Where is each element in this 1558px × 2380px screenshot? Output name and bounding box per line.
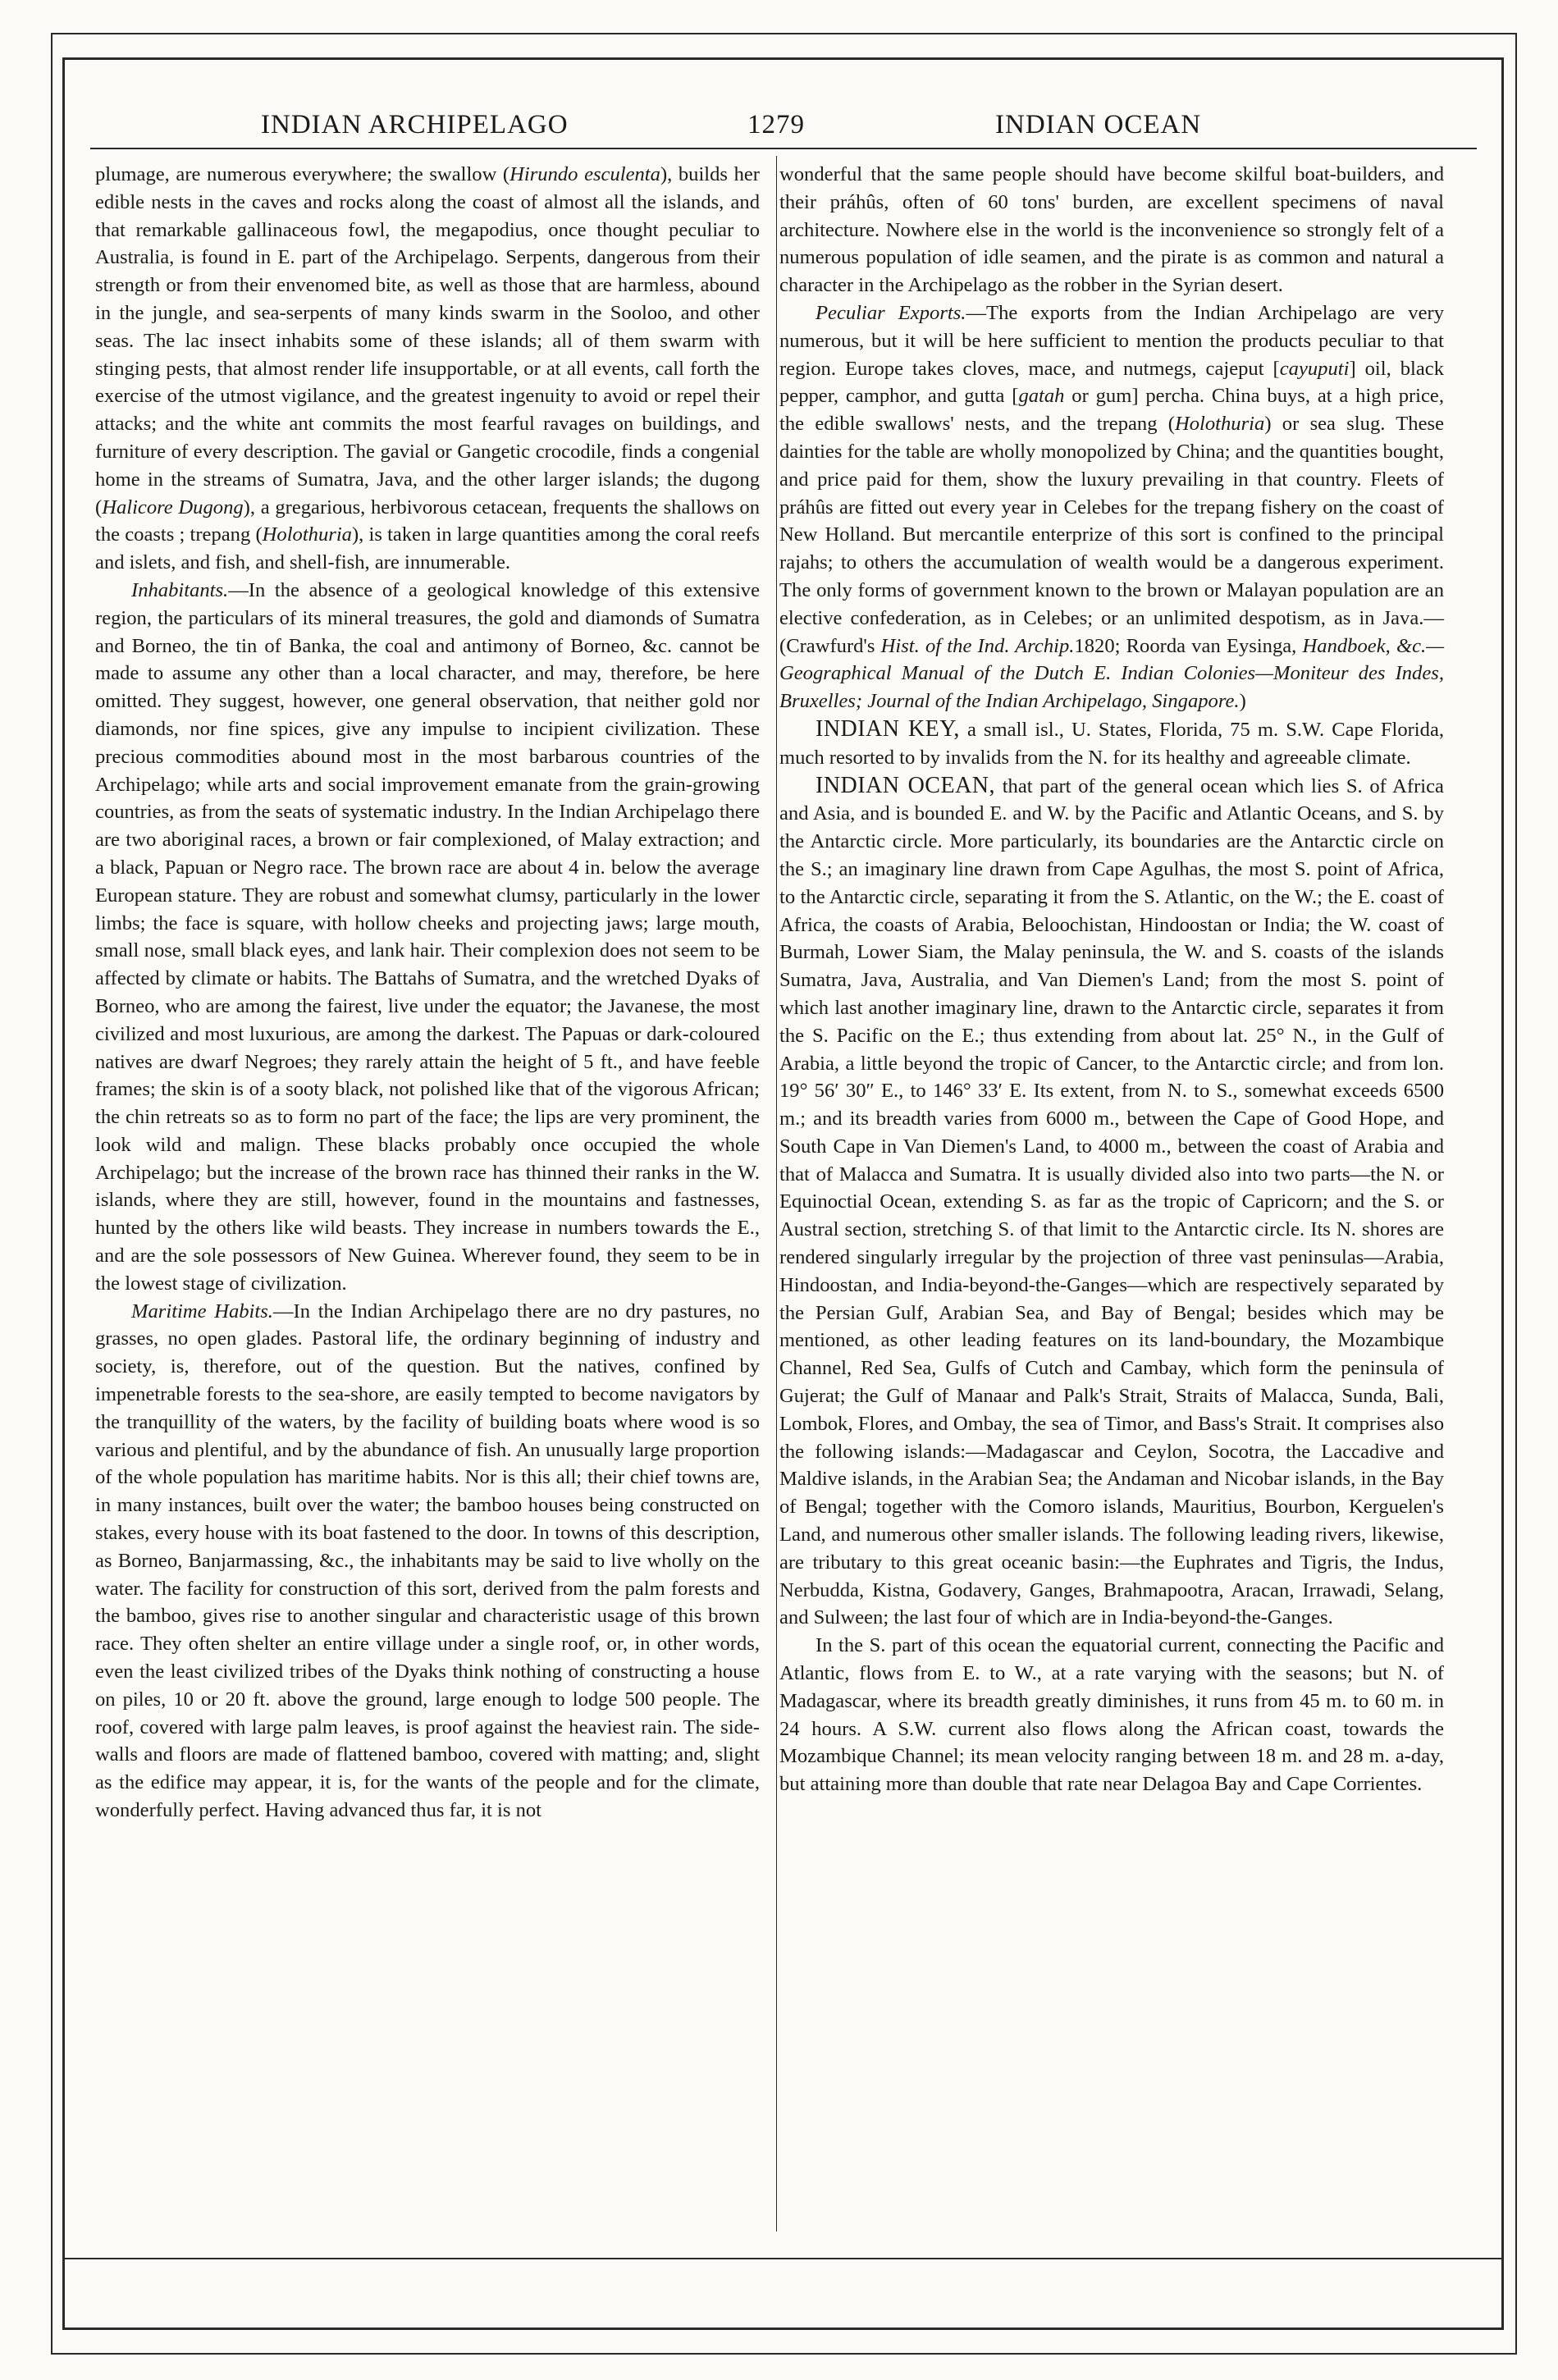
text-run: ), a gregarious, herbivorous cetacean, frequents the shallows on the coasts ; trepang ( [95, 496, 761, 546]
section-heading: Inhabitants. [131, 578, 229, 601]
right-paragraph-exports [779, 299, 1444, 715]
italic-term: Hirundo esculenta [509, 163, 660, 185]
text-run: ] oil, black pepper, camphor, and gutta [ [779, 357, 1445, 408]
italic-citation: Hist. of the Ind. Archip. [880, 634, 1075, 657]
entry-heading: INDIAN OCEAN, [816, 772, 996, 798]
left-paragraph-inhabitants [95, 577, 760, 1298]
text-run: a small isl., U. States, Florida, 75 m. S.W. Cape Florida, much resorted to by invalids from the N. for its healthy and agreeable climate. [779, 718, 1445, 769]
entry-indian-key [779, 715, 1444, 772]
right-paragraph-currents: In the S. part of this ocean the equatorial current, connecting the Pacific and Atlantic, flows from E. to W., at a rate varying with the seasons; but N. of Madagascar, where its breadth greatly diminishes, it runs from 45 m. to 60 m. in 24 hours. A S.W. current also flows along the African coast, towards the Mozambique Channel; its mean velocity ranging between 18 m. and 28 m. a-day, but attaining more than double that rate near Delagoa Bay and Cape Corrientes. [779, 1634, 1444, 1796]
text-run: that part of the general ocean which lies S. of Africa and Asia, and is bounded E. and W. by the Pacific and Atlantic Oceans, and S. by the Antarctic circle. More particularly, its boundaries are the Antarctic circle on the S.; an imaginary line drawn from Cape Agulhas, the most S. point of Africa, to the Antarctic circle, separating it from the S. Atlantic, on the W.; the E. coast of Africa, the coasts of Arabia, Beloochistan, Hindoostan or India; the W. coast of Burmah, Lower Siam, the Malay peninsula, the W. and S. coasts of the islands Sumatra, Java, Australia, and Van Diemen's Land; from the most S. point of which last another imaginary line, drawn to the Antarctic circle, separates it from the S. Pacific on the E.; thus extending from about lat. 25° N., in the Gulf of Arabia, a little beyond the tropic of Cancer, to the Antarctic circle; and from lon. 19° 56′ 30″ E., to 146° 33′ E. Its extent, from N. to S., somewhat exceeds 6500 m.; and its breadth varies from 6000 m., between the Cape of Good Hope, and South Cape in Van Diemen's Land, to 4000 m., between the coast of Arabia and that of Malacca and Sumatra. It is usually divided also into two parts—the N. or Equinoctial Ocean, extending S. as far as the tropic of Capricorn; and the S. or Austral section, stretching S. of that limit to the Antarctic circle. Its N. shores are rendered singularly irregular by the projection of three vast peninsulas—Arabia, Hindoostan, and India-beyond-the-Ganges—which are respectively separated by the Persian Gulf, Arabian Sea, and Bay of Bengal; besides which may be mentioned, as other leading features on its land-boundary, the Mozambique Channel, Red Sea, Gulfs of Cutch and Cambay, which form the peninsula of Gujerat; the Gulf of Manaar and Palk's Strait, Straits of Malacca, Sunda, Bali, Lombok, Flores, and Ombay, the sea of Timor, and Bass's Strait. It comprises also the following islands:—Madagascar and Ceylon, Socotra, the Laccadive and Maldive islands, in the Arabian Sea; the Andaman and Nicobar islands, in the Bay of Bengal; together with the Comoro islands, Mauritius, Bourbon, Kerguelen's Land, and numerous other smaller islands. The following leading rivers, likewise, are tributary to this great oceanic basin:—the Euphrates and Tigris, the Indus, Nerbudda, Kistna, Godavery, Ganges, Brahmapootra, Aracan, Irrawadi, Selang, and Sulween; the last four of which are in India-beyond-the-Ganges. [779, 774, 1444, 1629]
italic-term: Holothuria [262, 523, 352, 546]
running-header [64, 105, 1502, 146]
text-run: ) or sea slug. These dainties for the table are wholly monopolized by China; and the quantities bought, and price paid for them, show the luxury prevailing in that country. Fleets of práhûs are fitted out every year in Celebes for the trepang fishery on the coast of New Holland. But mercantile enterprize of this sort is confined to the principal rajahs; to others the accumulation of wealth would be a dangerous experiment. The only forms of government known to the brown or Malayan population are an elective confederation, as in Celebes; or an unlimited despotism, as in Java.—(Crawfurd's [779, 413, 1444, 657]
italic-term: Halicore Dugong [102, 496, 244, 518]
text-run: —In the Indian Archipelago there are no dry pastures, no grasses, no open glades. Pastoral life, the ordinary beginning of industry and society, is, therefore, out of the question. But the natives, confined by impenetrable forests to the sea-shore, are easily tempted to become navigators by the tranquillity of the waters, by the facility of building boats where wood is so various and plentiful, and by the abundance of fish. An unusually large proportion of the whole population has maritime habits. Nor is this all; their chief towns are, in many instances, built over the water; the bamboo houses being constructed on stakes, every house with its boat fastened to the door. In towns of this description, as Borneo, Banjarmassing, &c., the inhabitants may be said to live wholly on the water. The facility for construction of this sort, derived from the palm forests and the bamboo, gives rise to another singular and characteristic usage of this brown race. They often shelter an entire village under a single roof, or, in other words, even the least civilized tribes of the Dyaks think nothing of constructing a house on piles, 10 or 20 ft. above the ground, large enough to lodge 500 people. The roof, covered with large palm leaves, is proof against the heaviest rain. The side-walls and floors are made of flattened bamboo, covered with matting; and, slight as the edifice may appear, it is, for the wants of the people and for the climate, wonderfully perfect. Having advanced thus far, it is not [95, 1300, 761, 1822]
text-run: ) [1239, 690, 1246, 713]
header-left-title: INDIAN ARCHIPELAGO [261, 110, 569, 139]
italic-term: Holothuria [1174, 413, 1265, 436]
section-heading: Maritime Habits. [131, 1300, 273, 1322]
text-run: —In the absence of a geological knowledge of this extensive region, the particulars of its mineral treasures, the gold and diamonds of Sumatra and Borneo, the tin of Banka, the coal and antimony of Borneo, &c. cannot be made to assume any other than a local character, and may, therefore, be here omitted. They suggest, however, one general observation, that neither gold nor diamonds, nor fine spices, give any impulse to incipient civilization. These precious commodities abound most in the most barbarous countries of the Archipelago; while arts and social improvement emanate from the grain-growing countries, as from the seats of systematic industry. In the Indian Archipelago there are two aboriginal races, a brown or fair complexioned, of Malay extraction; and a black, Papuan or Negro race. The brown race are about 4 in. below the average European stature. They are robust and somewhat clumsy, particularly in the lower limbs; the face is square, with hollow cheeks and projecting jaws; large mouth, small nose, small black eyes, and lank hair. Their complexion does not seem to be affected by climate or habits. The Battahs of Sumatra, and the wretched Dyaks of Borneo, who are among the fairest, live under the equator; the Javanese, the most civilized and most luxurious, are among the darkest. The Papuas or dark-coloured natives are dwarf Negroes; they rarely attain the height of 5 ft., and have feeble frames; the skin is of a sooty black, not polished like that of the vigorous African; the chin retreats so as to form no part of the face; the lips are very prominent, the look wild and malign. These blacks probably once occupied the whole Archipelago; but the increase of the brown race has thinned their ranks in the W. islands, where they are still, however, found in the mountains and fastnesses, hunted by the others like wild beasts. They increase in numbers towards the E., and are the sole possessors of New Guinea. Wherever found, they seem to be in the lowest stage of civilization. [95, 578, 760, 1295]
italic-citation: Handboek, &c.—Geographical Manual of the Dutch E. Indian Colonies—Moniteur des Indes, Bruxelles; Journal of the Indian Archipelago, Singapore. [779, 634, 1445, 713]
section-heading: Peculiar Exports. [816, 301, 966, 324]
right-paragraph-continuation: wonderful that the same people should have become skilful boat-builders, and their práhûs, often of 60 tons' burden, are excellent specimens of naval architecture. Nowhere else in the world is the inconvenience so strongly felt of a numerous population of idle seamen, and the pirate is as common and natural a character in the Archipelago as the robber in the Syrian desert. [779, 163, 1444, 297]
text-run: or gum] percha. China buys, at a high price, the edible swallows' nests, and the trepang ( [779, 385, 1444, 436]
text-run: ), builds her edible nests in the caves and rocks along the coast of almost all the islands, and that remarkable gallinaceous fowl, the megapodius, once thought peculiar to Australia, is found in E. part of the Archipelago. Serpents, dangerous from their strength or from their envenomed bite, as well as those that are harmless, abound in the jungle, and sea-serpents of many kinds swarm in the Sooloo, and other seas. The lac insect inhabits some of these islands; all of them swarm with stinging pests, that almost render life insupportable, or at all events, call forth the exercise of the utmost vigilance, and the greatest ingenuity to avoid or repel their attacks; and the white ant commits the most fearful ravages on buildings, and furniture of every description. The gavial or Gangetic crocodile, finds a congenial home in the streams of Sumatra, Java, and the other larger islands; the dugong ( [95, 163, 760, 518]
page-number: 1279 [747, 110, 805, 139]
right-column [779, 161, 1444, 1798]
entry-indian-ocean [779, 772, 1444, 1633]
header-right-title: INDIAN OCEAN [995, 110, 1202, 139]
header-divider [90, 148, 1477, 149]
footer-divider [64, 2258, 1504, 2259]
left-paragraph-maritime-habits [95, 1298, 760, 1825]
entry-heading: INDIAN KEY, [816, 715, 960, 742]
text-run: plumage, are numerous everywhere; the swallow ( [95, 163, 510, 185]
text-run: ), is taken in large quantities among the coral reefs and islets, and fish, and shell-fish, are innumerable. [95, 523, 761, 574]
left-column [95, 161, 760, 1825]
text-run: —The exports from the Indian Archipelago are very numerous, but it will be here sufficient to mention the products peculiar to that region. Europe takes cloves, mace, and nutmegs, cajeput [ [779, 301, 1444, 380]
italic-term: gatah [1018, 385, 1065, 408]
left-paragraph-fauna [95, 161, 760, 577]
italic-term: cayuputi [1279, 357, 1350, 380]
column-divider [776, 156, 777, 2232]
text-run: 1820; Roorda van Eysinga, [1074, 634, 1303, 657]
